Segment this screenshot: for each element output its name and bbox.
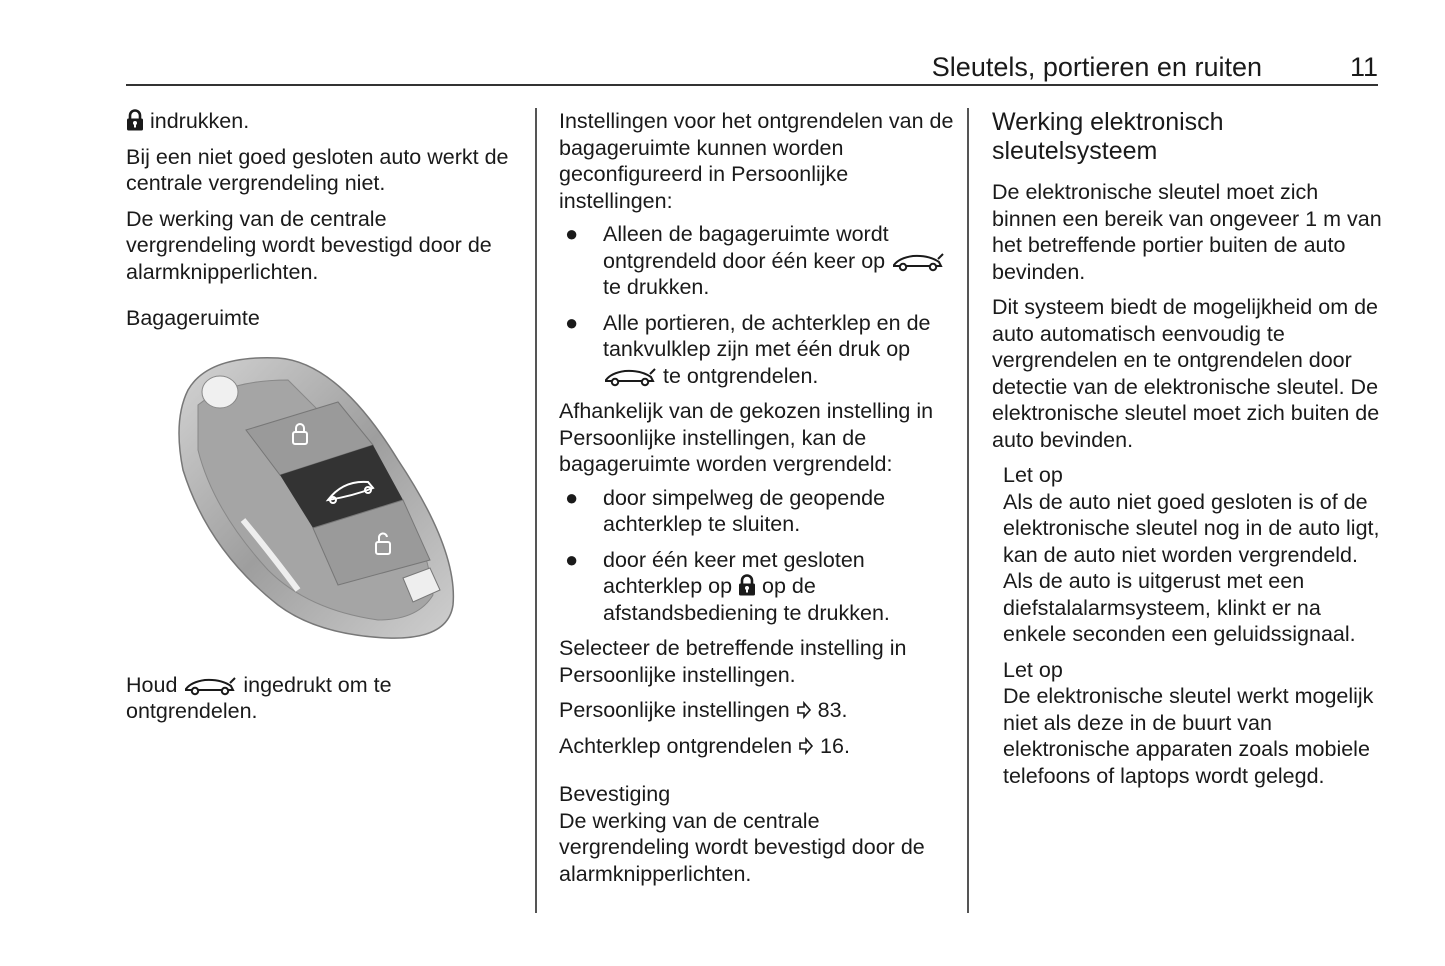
bullet-list <box>559 485 954 627</box>
list-item: ● Alle portieren, de achterklep en de tankvulklep zijn met één druk op te ontgrendelen. <box>565 309 931 388</box>
note-box <box>1003 462 1384 648</box>
paragraph: Bij een niet goed gesloten auto werkt de centrale vergrendeling niet. <box>126 144 509 195</box>
list-item: ● door één keer met gesloten achterklep op op de afstandsbediening te drukken. <box>565 546 890 625</box>
note-title: Let op <box>1003 463 1063 487</box>
page-header <box>126 50 1378 86</box>
lock-icon <box>126 109 144 131</box>
section-title: Sleutels, portieren en ruiten <box>931 52 1262 82</box>
car-tailgate-icon <box>891 250 945 272</box>
lock-icon <box>738 574 756 596</box>
column-divider <box>967 108 969 913</box>
subheading: Bagageruimte <box>126 306 260 330</box>
note-title: Let op <box>1003 657 1063 682</box>
section-heading: Werking elektronisch sleutelsysteem <box>992 108 1224 165</box>
note-text: Als de auto niet goed gesloten is of de elektronische sleutel nog in de auto ligt, kan de auto niet worden vergrendeld. Als de auto is uitgerust met een diefstalalarmsysteem, klinkt er na enkele seconden een geluidssignaal. <box>1003 489 1380 646</box>
bullet-icon: ● <box>565 546 579 572</box>
column-2 <box>559 108 954 896</box>
bullet-icon: ● <box>565 221 579 246</box>
cross-reference-link[interactable]: Achterklep ontgrendelen 16. <box>559 733 850 758</box>
paragraph: Selecteer de betreffende instelling in Persoonlijke instellingen. <box>559 636 907 687</box>
paragraph: Instellingen voor het ontgrendelen van de bagageruimte kunnen worden geconfigureerd in Persoonlijke instellingen: <box>559 109 954 213</box>
paragraph: indrukken. <box>126 108 521 135</box>
page-reference-arrow-icon <box>798 737 814 755</box>
list-item: ● door simpelweg de geopende achterklep te sluiten. <box>565 484 886 536</box>
subheading: Bevestiging <box>559 782 671 806</box>
car-tailgate-icon <box>183 674 237 696</box>
bullet-list <box>559 221 954 389</box>
page-reference-arrow-icon <box>796 701 812 719</box>
note-box <box>1003 657 1384 790</box>
bullet-icon: ● <box>565 309 579 335</box>
paragraph: Houd ingedrukt om te ontgrendelen. <box>126 672 392 723</box>
paragraph: Afhankelijk van de gekozen instelling in Persoonlijke instellingen, kan de bagageruimte worden vergrendeld: <box>559 399 934 476</box>
column-3 <box>992 108 1384 798</box>
key-fob-illustration <box>168 350 478 650</box>
note-text: De elektronische sleutel werkt mogelijk niet als deze in de buurt van elektronische apparaten zoals mobiele telefoons of laptops wordt gelegd. <box>1003 684 1374 788</box>
cross-reference-link[interactable]: Persoonlijke instellingen 83. <box>559 698 848 722</box>
page-number: 11 <box>1349 52 1378 82</box>
bullet-icon: ● <box>565 484 579 510</box>
car-tailgate-icon <box>603 365 657 387</box>
paragraph: De elektronische sleutel moet zich binnen een bereik van ongeveer 1 m van het betreffende portier buiten de auto bevinden. <box>992 180 1382 284</box>
column-divider <box>535 108 537 913</box>
paragraph: De werking van de centrale vergrendeling wordt bevestigd door de alarmknipperlichten. <box>559 808 925 886</box>
paragraph: De werking van de centrale vergrendeling wordt bevestigd door de alarmknipperlichten. <box>126 206 492 284</box>
paragraph: Dit systeem biedt de mogelijkheid om de auto automatisch eenvoudig te vergrendelen en te ontgrendelen door detectie van de elektronische sleutel. De elektronische sleutel moet zich buiten de auto bevinden. <box>992 295 1380 452</box>
list-item: ● Alleen de bagageruimte wordt ontgrendeld door één keer op te drukken. <box>559 221 954 301</box>
column-1 <box>126 108 521 734</box>
